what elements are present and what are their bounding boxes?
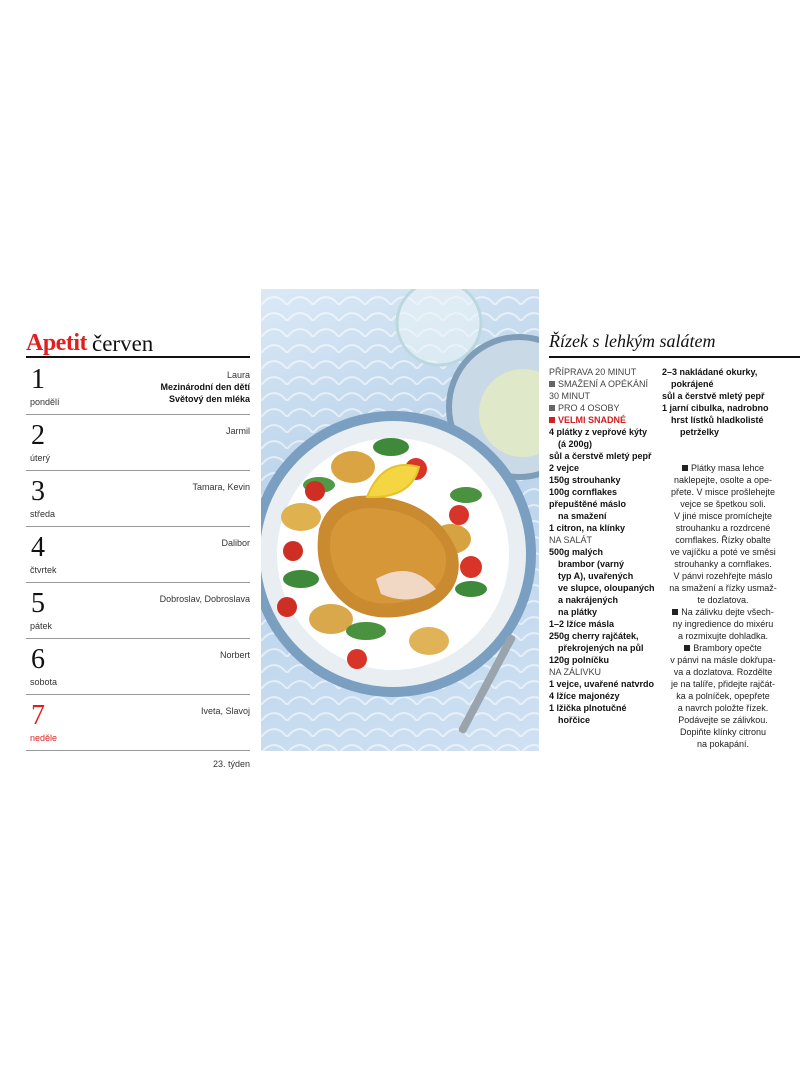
ingredient: petrželky <box>680 427 720 437</box>
day-number: 4 <box>31 532 45 563</box>
name-day: Jarmil <box>226 426 250 436</box>
servings-text: PRO 4 OSOBY <box>558 403 620 413</box>
ingredient: pokrájené <box>671 379 714 389</box>
step-line: strouhanku a rozdrcené <box>675 523 771 533</box>
ingredient: 1 jarní cibulka, nadrobno <box>662 403 769 413</box>
bullet-square-icon <box>549 381 555 387</box>
brand-logo: Apetit <box>26 330 87 356</box>
ingredient: 100g cornflakes <box>549 487 618 497</box>
day-name: neděle <box>30 733 58 743</box>
recipe-title: Řízek s lehkým salátem <box>549 331 716 351</box>
step-line: na pokapání. <box>696 739 750 749</box>
name-days <box>226 425 250 437</box>
bullet-square-icon <box>549 405 555 411</box>
step-line <box>662 642 784 654</box>
holiday: Mezinárodní den dětí <box>160 382 250 392</box>
ingredient: 4 lžíce majonézy <box>549 691 620 701</box>
servings <box>549 402 659 414</box>
day-name: úterý <box>30 453 51 463</box>
cook-method <box>549 378 659 390</box>
step-line: vejce se špetkou soli. <box>680 499 766 509</box>
cook-time: 30 MINUT <box>549 391 591 401</box>
ingredient: sůl a čerstvě mletý pepř <box>662 391 765 401</box>
name-days <box>221 537 250 549</box>
ingredient: hořčice <box>558 715 591 725</box>
name-day: Tamara, Kevin <box>192 482 250 492</box>
ingredient: ve slupce, oloupaných <box>558 583 655 593</box>
day-number: 5 <box>31 588 45 619</box>
dressing-label: NA ZÁLIVKU <box>549 667 602 677</box>
salad-label: NA SALÁT <box>549 535 593 545</box>
step-text: Brambory opečte <box>693 643 762 653</box>
bullet-square-icon <box>684 645 690 651</box>
ingredient: 2–3 nakládané okurky, <box>662 367 758 377</box>
step-3 <box>662 642 784 750</box>
name-day: Norbert <box>219 650 250 660</box>
ingredient: 250g cherry rajčátek, <box>549 631 639 641</box>
ingredient: 2 vejce <box>549 463 580 473</box>
step-line: přete. V misce prošlehejte <box>670 487 776 497</box>
ingredient: 1 citron, na klínky <box>549 523 626 533</box>
step-line <box>662 462 784 474</box>
difficulty-text: VELMI SNADNÉ <box>558 415 627 425</box>
day-row <box>26 470 250 527</box>
ingredient: brambor (varný <box>558 559 625 569</box>
name-day: Dalibor <box>221 538 250 548</box>
ingredient: sůl a čerstvě mletý pepř <box>549 451 652 461</box>
ingredient: 150g strouhanky <box>549 475 621 485</box>
day-name: pátek <box>30 621 53 631</box>
step-line: V pánvi rozehřejte máslo <box>673 571 773 581</box>
step-1 <box>662 462 784 606</box>
recipe-column-2 <box>662 366 784 750</box>
step-text: Na zálivku dejte všech- <box>681 607 774 617</box>
ingredient: na smažení <box>558 511 607 521</box>
day-number: 3 <box>31 476 45 507</box>
step-line: va a dozlatova. Rozdělte <box>673 667 773 677</box>
day-row <box>26 638 250 695</box>
difficulty <box>549 414 659 426</box>
bullet-square-icon <box>672 609 678 615</box>
name-days <box>220 649 250 661</box>
step-line <box>662 606 784 618</box>
step-line: a rozmixujte dohladka. <box>677 631 769 641</box>
name-days <box>160 369 250 405</box>
step-line: na smažení a řízky usmaž- <box>669 583 777 593</box>
day-row <box>26 582 250 639</box>
day-number: 2 <box>31 420 45 451</box>
step-line: Podávejte se zálivkou. <box>678 715 768 725</box>
day-row <box>26 526 250 583</box>
food-photo <box>261 289 539 751</box>
bullet-square-icon <box>682 465 688 471</box>
step-line: naklepejte, osolte a ope- <box>673 475 773 485</box>
day-number: 7 <box>31 700 45 731</box>
step-line: cornflakes. Řízky obalte <box>675 535 771 545</box>
day-name: sobota <box>30 677 58 687</box>
ingredient: 500g malých <box>549 547 604 557</box>
holiday: Světový den mléka <box>168 394 250 404</box>
name-days <box>201 705 250 717</box>
ingredient: překrojených na půl <box>558 643 644 653</box>
step-line: strouhanky a cornflakes. <box>674 559 772 569</box>
day-name: pondělí <box>30 397 60 407</box>
step-line: a navrch položte řízek. <box>677 703 769 713</box>
step-line: te dozlatova. <box>697 595 749 605</box>
cook-method-text: SMAŽENÍ A OPÉKÁNÍ <box>558 379 649 389</box>
step-line: ve vajíčku a poté ve směsi <box>670 547 776 557</box>
name-days <box>192 481 250 493</box>
name-day: Iveta, Slavoj <box>200 706 250 716</box>
ingredient: 120g polníčku <box>549 655 610 665</box>
name-day: Laura <box>226 370 250 380</box>
step-line: V jiné misce promíchejte <box>673 511 773 521</box>
week-number: 23. týden <box>212 759 250 769</box>
recipe-column-1 <box>549 366 659 726</box>
day-name: čtvrtek <box>30 565 57 575</box>
ingredient: 1 vejce, uvařené natvrdo <box>549 679 655 689</box>
name-days <box>160 593 250 605</box>
ingredient: 4 plátky z vepřové kýty <box>549 427 648 437</box>
month-title: červen <box>92 331 154 356</box>
ingredient: na plátky <box>558 607 598 617</box>
step-line: ka a polníček, opepřete <box>676 691 770 701</box>
ingredient: 1 lžička plnotučné <box>549 703 627 713</box>
step-text: Plátky masa lehce <box>690 463 765 473</box>
name-day: Dobroslav, Dobroslava <box>159 594 250 604</box>
bullet-square-icon <box>549 417 555 423</box>
day-row <box>26 694 250 751</box>
step-2 <box>662 606 784 642</box>
recipe-rule <box>549 356 800 358</box>
day-row <box>26 414 250 471</box>
day-row <box>26 358 250 415</box>
food-illustration <box>261 289 539 751</box>
day-number: 6 <box>31 644 45 675</box>
step-line: ny ingredience do mixéru <box>672 619 774 629</box>
ingredient: hrst lístků hladkolisté <box>671 415 764 425</box>
ingredient: typ A), uvařených <box>558 571 634 581</box>
prep-time: PŘÍPRAVA 20 MINUT <box>549 367 637 377</box>
day-number: 1 <box>31 364 45 395</box>
step-line: v pánvi na másle dokřupa- <box>670 655 776 665</box>
day-name: středa <box>30 509 56 519</box>
ingredient: (á 200g) <box>558 439 593 449</box>
ingredient: 1–2 lžíce másla <box>549 619 615 629</box>
step-line: Dopiňte klínky citronu <box>679 727 767 737</box>
ingredient: přepuštěné máslo <box>549 499 627 509</box>
ingredient: a nakrájených <box>558 595 619 605</box>
step-line: je na talíře, přidejte rajčát- <box>670 679 776 689</box>
